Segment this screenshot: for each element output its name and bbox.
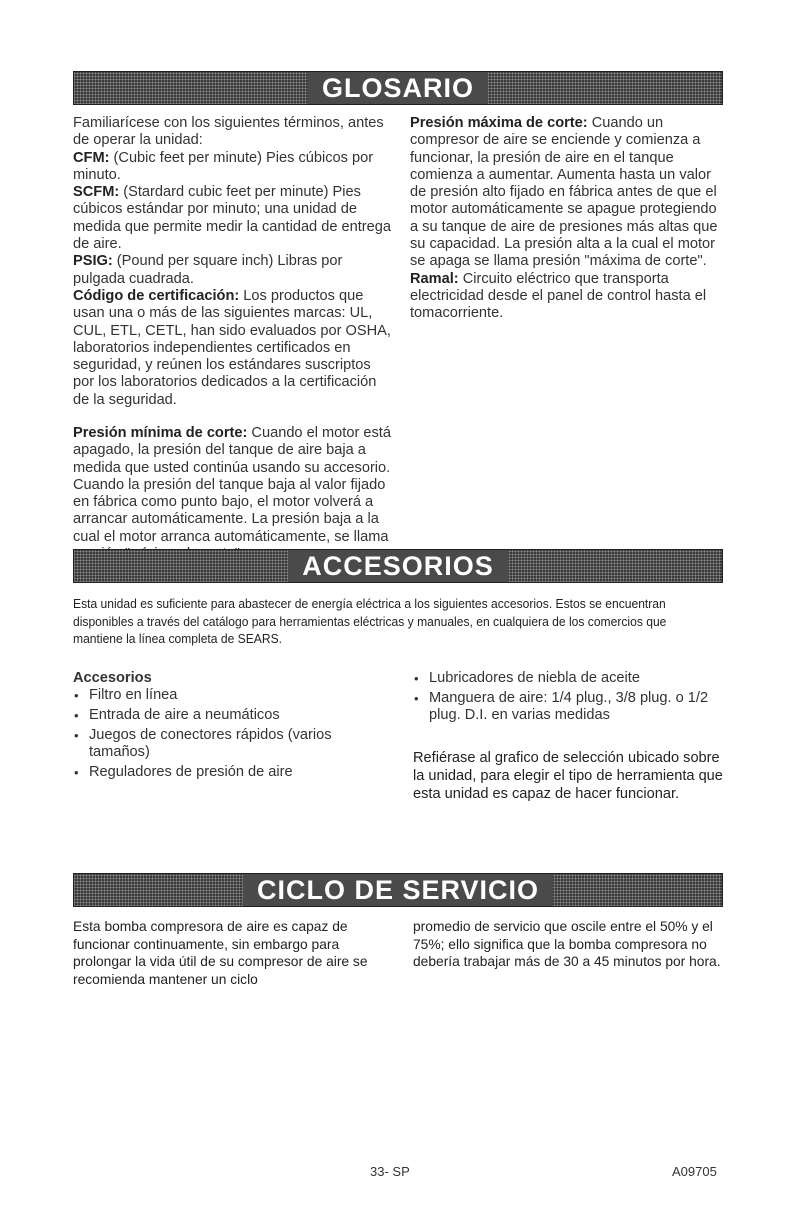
term-label: PSIG: — [73, 253, 113, 270]
list-item — [73, 687, 393, 704]
term-label: Ramal: — [410, 270, 459, 287]
bullet-icon: • — [74, 688, 79, 703]
term-psig — [73, 253, 391, 288]
term-codigo-certificacion — [73, 288, 391, 409]
document-code: A09705 — [672, 1164, 717, 1179]
term-scfm — [73, 184, 391, 253]
list-item-text: Manguera de aire: 1/4 plug., 3/8 plug. o 1/2 plug. D.I. en varias medidas — [429, 690, 709, 723]
glosario-column-left — [73, 115, 391, 409]
list-item-text: Juegos de conectores rápidos (varios tamaños) — [89, 727, 332, 760]
accesorios-intro-block — [73, 596, 697, 649]
accesorios-banner — [73, 549, 723, 583]
accesorios-intro: Esta unidad es suficiente para abastecer de energía eléctrica a los siguientes accesorios. Estos se encuentran disponibles a través del catálogo para herramientas eléctricas y manuales, en cualquiera de los comercios que mantiene la línea completa de SEARS. — [73, 597, 667, 646]
list-item — [73, 764, 393, 781]
glosario-title: GLOSARIO — [308, 72, 488, 104]
term-label: Presión máxima de corte: — [410, 115, 588, 131]
term-label: SCFM: — [73, 184, 120, 201]
term-label: CFM: — [73, 149, 110, 166]
ciclo-banner — [73, 873, 723, 907]
list-item — [413, 690, 731, 724]
accesorios-heading: Accesorios — [73, 670, 152, 686]
accesorios-list-right — [413, 670, 731, 724]
accesorios-title: ACCESORIOS — [288, 550, 508, 582]
accesorios-note: Refiérase al grafico de selección ubicado sobre la unidad, para elegir el tipo de herramienta que esta unidad es capaz de hacer funcionar. — [413, 750, 723, 802]
term-ramal — [410, 271, 728, 323]
glosario-banner — [73, 71, 723, 105]
bullet-icon: • — [414, 691, 419, 706]
term-definition: Cuando un compresor de aire se enciende y comienza a funcionar, la presión de aire en el tanque comienza a aumentar. Aumenta hasta un valor de presión alto fijado en fábrica antes de que el motor automáticamente se apague protegiendo a su tanque de aire de presiones más altas que su capacidad. La presión alta a la cual el motor se apaga se llama presión "máxima de corte". — [410, 115, 718, 270]
list-item — [73, 707, 393, 724]
list-item-text: Lubricadores de niebla de aceite — [429, 670, 640, 686]
term-definition: Circuito eléctrico que transporta electricidad desde el panel de control hasta el tomacorriente. — [410, 270, 707, 322]
term-presion-minima-text — [73, 425, 391, 563]
ciclo-title: CICLO DE SERVICIO — [243, 874, 553, 906]
list-item-text: Entrada de aire a neumáticos — [89, 707, 280, 723]
glosario-column-right — [410, 115, 728, 323]
glosario-intro: Familiarícese con los siguientes términos, antes de operar la unidad: — [73, 115, 384, 149]
term-definition: (Cubic feet per minute) Pies cúbicos por minuto. — [73, 149, 374, 183]
bullet-icon: • — [74, 765, 79, 780]
list-item-text: Filtro en línea — [89, 687, 178, 703]
bullet-icon: • — [74, 708, 79, 723]
accesorios-list-left — [73, 687, 393, 781]
bullet-icon: • — [74, 728, 79, 743]
list-item — [413, 670, 731, 687]
term-presion-maxima — [410, 115, 728, 271]
accesorios-column-left — [73, 670, 393, 784]
ciclo-text-left: Esta bomba compresora de aire es capaz de funcionar continuamente, sin embargo para prolongar la vida útil de su compresor de aire se recomienda mantener un ciclo — [73, 919, 368, 987]
ciclo-text-right: promedio de servicio que oscile entre el 50% y el 75%; ello significa que la bomba compresora no debería trabajar más de 30 a 45 minutos por hora. — [413, 919, 721, 969]
list-item-text: Reguladores de presión de aire — [89, 764, 293, 780]
term-definition: (Stardard cubic feet per minute) Pies cúbicos estándar por minuto; una unidad de medida que permite medir la cantidad de entrega de aire. — [73, 184, 392, 253]
accesorios-column-right — [413, 670, 731, 727]
list-item — [73, 727, 393, 761]
term-label: Presión mínima de corte: — [73, 425, 248, 441]
term-definition: (Pound per square inch) Libras por pulgada cuadrada. — [73, 253, 343, 287]
bullet-icon: • — [414, 671, 419, 686]
term-definition: Cuando el motor está apagado, la presión del tanque de aire baja a medida que usted continúa usando su accesorio. Cuando la presión del tanque baja al valor fijado en fábrica como punto bajo, el motor volverá a arrancar automáticamente. La presión baja a la cual el motor arranca automáticamente, se llama — [73, 425, 391, 545]
term-cfm — [73, 150, 391, 185]
page-number: 33- SP — [370, 1164, 410, 1179]
term-definition: Los productos que usan una o más de las siguientes marcas: UL, CUL, ETL, CETL, han sido evaluados por OSHA, laboratorios independientes certificados en seguridad, y reúnen los estándares suscriptos por los laboratorios dedicados a la certificación de la seguridad. — [73, 287, 391, 408]
term-label: Código de certificación: — [73, 287, 240, 304]
term-presion-minima — [73, 425, 391, 545]
